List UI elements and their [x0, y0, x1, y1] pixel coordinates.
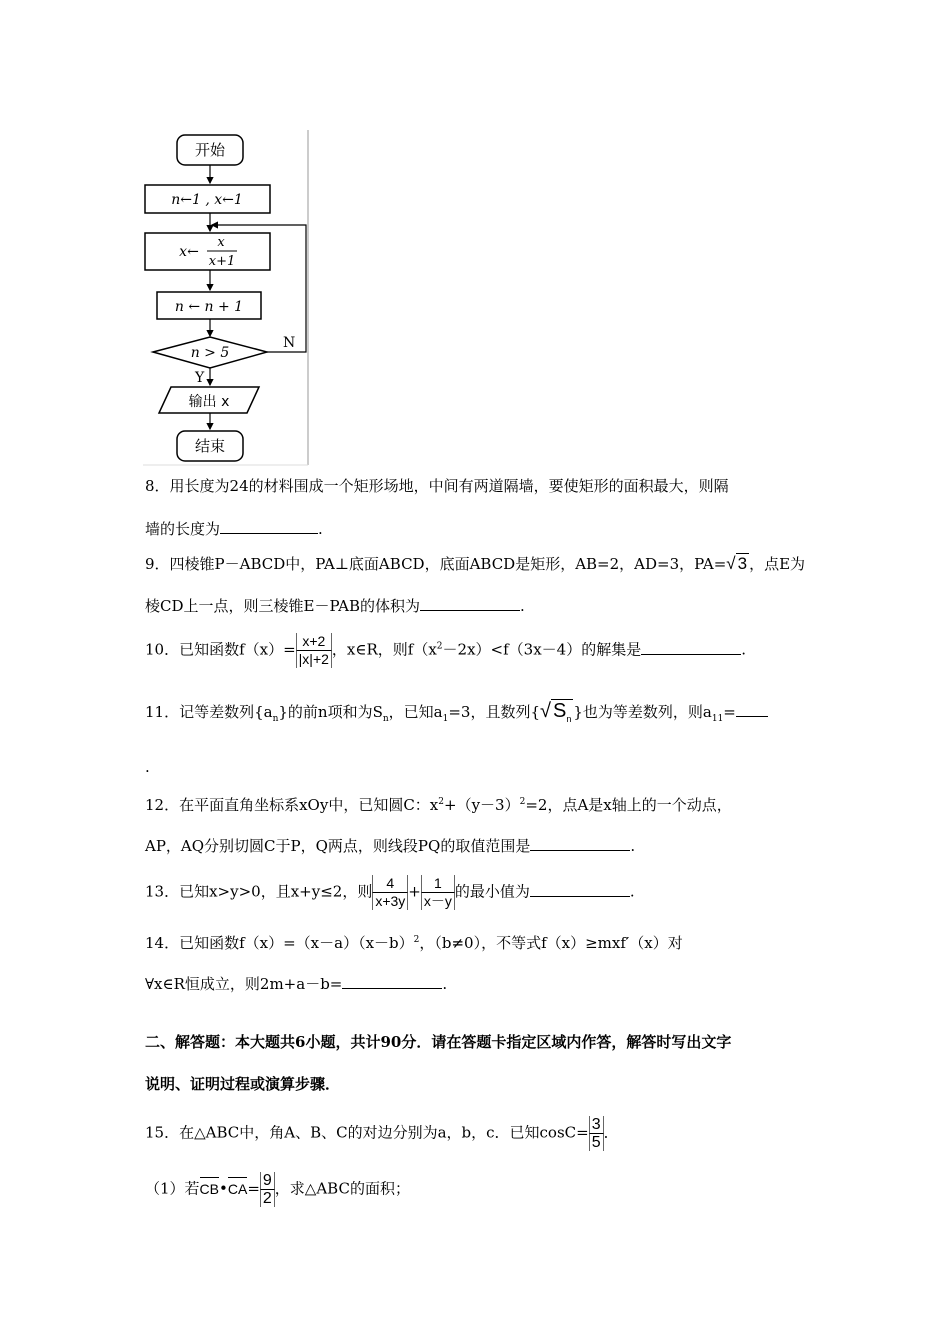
question-10: 10．已知函数f（x）= $\frac{x+2}{|x|+2}$ ，x∈R，则$f(x^2-2x)<f(3x-4)$的解集是 . — [145, 633, 746, 667]
fraction-q13-b: $\frac{1}{x-y}$ — [421, 875, 455, 910]
question-8-line1: 8．用长度为24的材料围成一个矩形场地，中间有两道隔墙，要使矩形的面积最大，则隔 — [145, 477, 729, 495]
question-15: 15．在△ABC中，角A、B、C的对边分别为a，b，c．已知cosC= $\frac{3}{5}$ ． — [145, 1116, 619, 1151]
question-8-line2: 墙的长度为 . — [145, 517, 323, 539]
vector-cb: CB — [199, 1180, 219, 1197]
answer-blank-9[interactable] — [420, 594, 520, 611]
fraction-q13-a: $\frac{4}{x+3y}$ — [372, 875, 408, 910]
fraction-q10: $\frac{x+2}{|x|+2}$ — [296, 633, 332, 668]
init-label: n←1 , x←1 — [171, 192, 243, 208]
answer-blank-10[interactable] — [641, 638, 741, 655]
condition-label: n > 5 — [190, 345, 230, 361]
question-14-line2: ∀x∈R恒成立，则2m+a－b= . — [145, 972, 447, 994]
start-label: 开始 — [194, 141, 226, 159]
question-9-line2: 棱CD上一点，则三棱锥E－PAB的体积为 . — [145, 594, 525, 616]
sqrt-3: √ 3 — [726, 554, 748, 573]
no-label: N — [283, 335, 296, 351]
answer-blank-12[interactable] — [530, 834, 630, 851]
answer-blank-13[interactable] — [530, 880, 630, 897]
flowchart — [143, 130, 313, 468]
answer-blank-11[interactable] — [736, 700, 768, 717]
question-9-line1: 9．四棱锥P－ABCD中，PA⊥底面ABCD，底面ABCD是矩形，AB=2，AD=3，PA=√ 3 ，点E为 — [145, 554, 806, 573]
section-heading-line2: 说明、证明过程或演算步骤． — [145, 1075, 341, 1093]
increment-label: n ← n + 1 — [174, 299, 244, 315]
assign-den: x+1 — [208, 254, 236, 269]
section-heading-line1: 二、解答题：本大题共6小题，共计90分．请在答题卡指定区域内作答，解答时写出文字 — [145, 1033, 732, 1051]
fraction-q15-1: $\frac{9}{2}$ — [260, 1172, 275, 1207]
question-11-tail: . — [145, 758, 150, 776]
question-11: 11．记等差数列$\{a_n\}$的前n项和为$S_n$，已知$a_1=3$，且数列{√ $S_n$ }也为等差数列，则$a_{11}=$ — [145, 700, 768, 729]
yes-label: Y — [195, 370, 205, 386]
sqrt-sn: √ $S_n$ — [540, 700, 572, 724]
output-label: 输出 x — [188, 394, 230, 410]
flowchart-svg — [143, 130, 313, 468]
question-15-part1: （1）若CB•CA= $\frac{9}{2}$ ，求△ABC的面积； — [145, 1172, 410, 1207]
end-label: 结束 — [194, 437, 226, 455]
vector-ca: CA — [227, 1180, 248, 1197]
question-13: 13．已知x>y>0，且x+y≤2，则 $\frac{4}{x+3y}$ + $\frac{1}{x-y}$ 的最小值为 . — [145, 875, 635, 909]
answer-blank-14[interactable] — [342, 972, 442, 989]
fraction-q15: $\frac{3}{5}$ — [589, 1116, 604, 1151]
question-12-line2: AP，AQ分别切圆C于P，Q两点，则线段PQ的取值范围是 . — [145, 834, 635, 856]
assign-num: x — [217, 235, 225, 250]
question-14-line1: 14．已知函数$f(x)=(x-a)(x-b)^2$，（b≠0），不等式f（x）≥mxf′（x）对 — [145, 934, 683, 952]
question-12-line1: 12．在平面直角坐标系xOy中，已知圆C：$x^2+(y-3)^2=2$，点A是x轴上的一个动点， — [145, 796, 732, 814]
assign-lhs: x← — [179, 244, 199, 260]
answer-blank-8[interactable] — [220, 517, 318, 534]
